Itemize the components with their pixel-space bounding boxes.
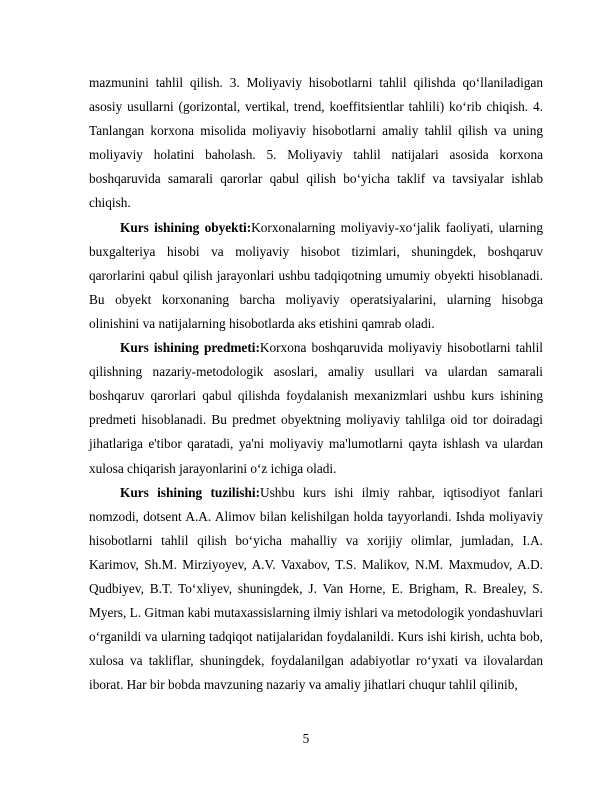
paragraph-structure — [89, 481, 543, 698]
paragraph-text: Korxonalarning moliyaviy-xoʻjalik faoliyati, ularning buxgalteriya hisobi va moliyaviy hisobot tizimlari, shuningdek, boshqaruv qarorlarini qabul qilish jarayonlari ushbu tadqiqotning umumiy obyekti hisoblanadi. Bu obyekt korxonaning barcha moliyaviy operatsiyalarini, ularning hisobga olinishini va natijalarning hisobotlarda aks etishini qamrab oladi. — [89, 219, 544, 331]
paragraph-heading-subject: Kurs ishining predmeti: — [120, 340, 260, 356]
paragraph-text: Ushbu kurs ishi ilmiy rahbar, iqtisodiyot fanlari nomzodi, dotsent A.A. Alimov bilan kelishilgan holda tayyorlandi. Ishda moliyaviy hisobotlarni tahlil qilish boʻyicha mahalliy va xorijiy olimlar, jumladan, I.A. Karimov, Sh.M. Mirziyoyev, A.V. Vaxabov, T.S. Malikov, N.M. Maxmudov, A.D. Qudbiyev, B.T. Toʻxliyev, shuningdek, J. Van Horne, E. Brigham, R. Brealey, S. Myers, L. Gitman kabi mutaxassislarning ilmiy ishlari va metodologik yondashuvlari oʻrganildi va ularning tadqiqot natijalaridan foydalanildi. Kurs ishi kirish, uchta bob, xulosa va takliflar, shuningdek, foydalanilgan adabiyotlar roʻyxati va ilovalardan iborat. Har bir bobda mavzuning nazariy va amaliy jihatlari chuqur tahlil qilinib, — [89, 484, 543, 693]
paragraph-heading-object: Kurs ishining obyekti: — [120, 219, 252, 235]
paragraph-tasks-continued — [89, 71, 543, 216]
paragraph-text: Korxona boshqaruvida moliyaviy hisobotlarni tahlil qilishning nazariy-metodologik asoslari, amaliy usullari va ulardan samarali boshqaruv qarorlari qabul qilishda foydalanish mexanizmlari ushbu kurs ishining predmeti hisoblanadi. Bu predmet obyektning moliyaviy tahlilga oid tor doiradagi jihatlariga e'tibor qaratadi, ya'ni moliyaviy ma'lumotlarni qayta ishlash va ulardan xulosa chiqarish jarayonlarini oʻz ichiga oladi. — [89, 340, 543, 476]
paragraph-text: mazmunini tahlil qilish. 3. Moliyaviy hisobotlarni tahlil qilishda qoʻllaniladigan asosiy usullarni (gorizontal, vertikal, trend, koeffitsientlar tahlili) koʻrib chiqish. 4. Tanlangan korxona misolida moliyaviy hisobotlarni amaliy tahlil qilish va uning moliyaviy holatini baholash. 5. Moliyaviy tahlil natijalari asosida korxona boshqaruvida samarali qarorlar qabul qilish boʻyicha taklif va tavsiyalar ishlab chiqish. — [89, 75, 543, 211]
page-number: 5 — [302, 731, 310, 746]
paragraph-subject — [89, 336, 543, 481]
paragraph-object — [89, 216, 543, 336]
body-text — [89, 71, 543, 697]
paragraph-heading-structure: Kurs ishining tuzilishi: — [120, 484, 260, 500]
